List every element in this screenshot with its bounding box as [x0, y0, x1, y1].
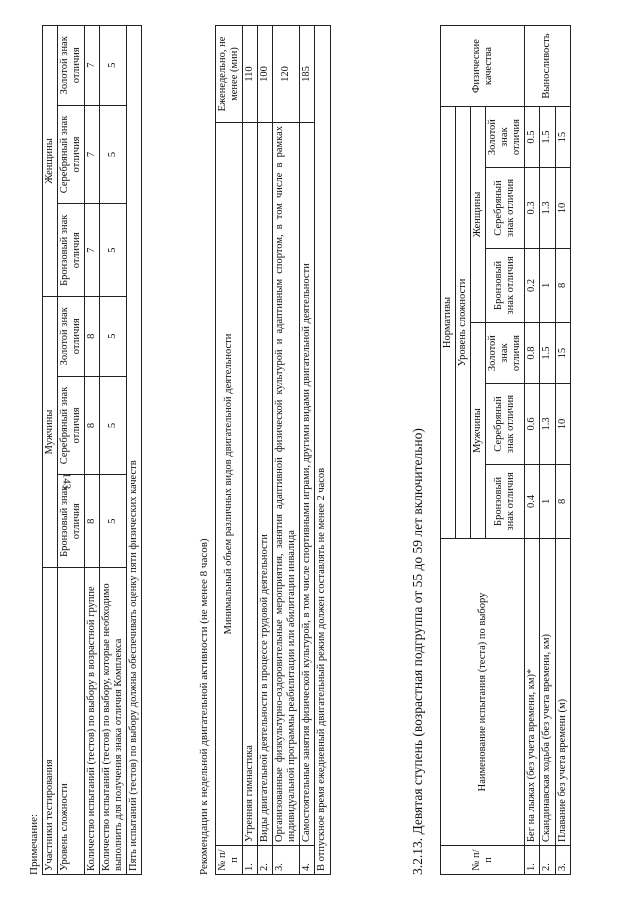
cell-value: 8 [85, 297, 100, 377]
gold-header: Золотой знак отличия [58, 297, 85, 377]
row-name: Плавание без учета времени (м) [555, 539, 570, 846]
women-header: Женщины [43, 26, 58, 297]
row-value: 110 [243, 26, 258, 123]
cell-value: 5 [100, 26, 127, 106]
women-header: Женщины [471, 107, 486, 323]
bronze-header: Бронзовый знак отличия [58, 475, 85, 568]
cell-value: 8 [85, 475, 100, 568]
cell-value: 1.3 [540, 168, 555, 249]
row-num: 3. [555, 846, 570, 875]
row-num: 3. [273, 846, 300, 875]
note-label: Примечание: [28, 813, 40, 875]
gold-header: Золотой знак отличия [486, 323, 525, 384]
table-row [300, 26, 315, 875]
cell-value: 5 [100, 475, 127, 568]
row-text: Утренняя гимнастика [243, 123, 258, 846]
table-row [525, 26, 540, 875]
bronze-header: Бронзовый знак отличия [486, 248, 525, 322]
cell-value: 15 [555, 107, 570, 168]
silver-header: Серебряный знак отличия [58, 105, 85, 204]
row-text: Самостоятельные занятия физической культурой, в том числе спортивными играми, другими видами двигательной деятельности [300, 123, 315, 846]
cell-value: 1.5 [540, 323, 555, 384]
cell-value: 5 [100, 105, 127, 204]
row-name: Бег на лыжах (без учета времени, км)* [525, 539, 540, 846]
cell-value: 1.3 [540, 384, 555, 465]
cell-value: 7 [85, 105, 100, 204]
normatives-header: Нормативы [441, 107, 456, 539]
silver-header: Серебряный знак отличия [58, 376, 85, 475]
name-header: Наименование испытания (теста) по выбору [441, 539, 525, 846]
table-footer: Пять испытаний (тестов) по выбору должны обеспечивать оценку пяти физических качеств [127, 26, 142, 875]
quality-value: Выносливость [525, 26, 570, 107]
cell-value: 0.2 [525, 248, 540, 322]
men-header: Мужчины [471, 323, 486, 539]
difficulty-header: Уровень сложности [456, 107, 471, 539]
difficulty-label: Уровень сложности [58, 568, 85, 875]
activity-table [215, 25, 331, 875]
page-number: 143 [60, 472, 73, 490]
cell-value: 8 [555, 248, 570, 322]
table-row [540, 26, 555, 875]
num-header: № п/п [216, 846, 243, 875]
men-header: Мужчины [43, 297, 58, 568]
row-value: 120 [273, 26, 300, 123]
silver-header: Серебряный знак отличия [486, 384, 525, 465]
cell-value: 8 [555, 464, 570, 538]
cell-value: 1.5 [540, 107, 555, 168]
bronze-header: Бронзовый знак отличия [58, 204, 85, 297]
gold-header: Золотой знак отличия [58, 26, 85, 106]
cell-value: 0.8 [525, 323, 540, 384]
row-value: 100 [258, 26, 273, 123]
cell-value: 0.5 [525, 107, 540, 168]
rotated-page-content [20, 15, 620, 885]
row-text: Организованные физкультурно-оздоровительные мероприятия, занятия адаптивной физической культурой и адаптивным спортом, в том числе в рамках индивидуальной программы реабилитации или абилитации инвалида [273, 123, 300, 846]
row-name: Скандинавская ходьба (без учета времени, км) [540, 539, 555, 846]
cell-value: 5 [100, 204, 127, 297]
row-label: Количество испытаний (тестов) по выбору, которые необходимо выполнить для получения знака отличия Комплекса [100, 568, 127, 875]
weekly-header: Еженедельно, не менее (мин) [216, 26, 243, 123]
activity-header: Минимальный объем различных видов двигательной деятельности [216, 123, 243, 846]
recommendation-text: Рекомендации к недельной двигательной активности (не менее 8 часов) [198, 538, 210, 875]
cell-value: 0.6 [525, 384, 540, 465]
bronze-header: Бронзовый знак отличия [486, 464, 525, 538]
row-value: 185 [300, 26, 315, 123]
cell-value: 7 [85, 26, 100, 106]
normatives-table [440, 25, 571, 875]
cell-value: 10 [555, 384, 570, 465]
row-num: 4. [300, 846, 315, 875]
cell-value: 1 [540, 248, 555, 322]
num-header: № п/п [441, 846, 525, 875]
table-row [85, 26, 100, 875]
row-text: Виды двигательной деятельности в процессе трудовой деятельности [258, 123, 273, 846]
row-num: 1. [243, 846, 258, 875]
cell-value: 1 [540, 464, 555, 538]
cell-value: 7 [85, 204, 100, 297]
cell-value: 15 [555, 323, 570, 384]
cell-value: 5 [100, 297, 127, 377]
quality-header: Физические качества [441, 26, 525, 107]
table-row [273, 26, 300, 875]
row-num: 1. [525, 846, 540, 875]
row-label: Количество испытаний (тестов) по выбору в возрастной группе [85, 568, 100, 875]
table-row [258, 26, 273, 875]
cell-value: 0.4 [525, 464, 540, 538]
cell-value: 10 [555, 168, 570, 249]
cell-value: 0.3 [525, 168, 540, 249]
silver-header: Серебряный знак отличия [486, 168, 525, 249]
row-num: 2. [540, 846, 555, 875]
section-heading: 3.2.13. Девятая ступень (возрастная подгруппа от 55 до 59 лет включительно) [410, 428, 425, 875]
participants-header: Участники тестирования [43, 568, 58, 875]
row-num: 2. [258, 846, 273, 875]
gold-header: Золотой знак отличия [486, 107, 525, 168]
table-row [243, 26, 258, 875]
cell-value: 8 [85, 376, 100, 475]
table-row [555, 26, 570, 875]
table-row [100, 26, 127, 875]
participants-table [42, 25, 142, 875]
table-footer: В отпускное время ежедневный двигательный режим должен составлять не менее 2 часов [315, 26, 330, 875]
cell-value: 5 [100, 376, 127, 475]
